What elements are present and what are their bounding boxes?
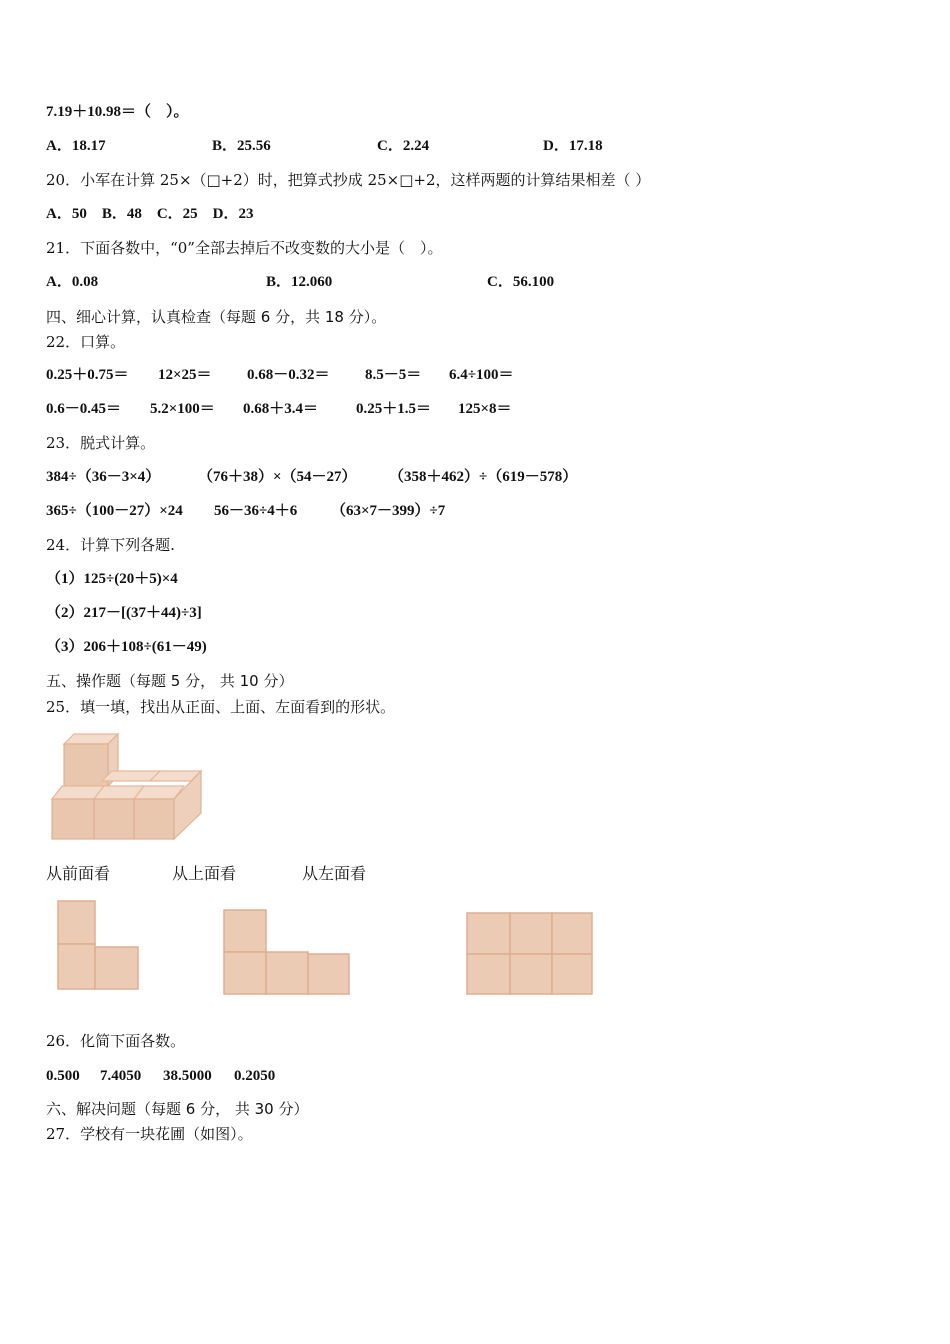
q26-number: 7.4050 (100, 1068, 142, 1084)
q21-option-c: C．56.100 (487, 274, 555, 290)
question-22-stem: 22．口算。 (46, 333, 126, 351)
q23-item: （76＋38）×（54－27） (198, 469, 357, 485)
q22-item: 0.25＋1.5＝ (356, 401, 432, 417)
question-19-stem: 7.19＋10.98＝（ ）。 (46, 104, 189, 120)
view-shape-2 (218, 904, 358, 1000)
q23-item: 365÷（100－27）×24 (46, 503, 183, 519)
q24-item-3: （3）206＋108÷(61－49) (46, 639, 207, 655)
q22-item: 5.2×100＝ (150, 401, 215, 417)
section-5-heading: 五、操作题（每题 5 分， 共 10 分） (46, 672, 294, 690)
q23-item: 56－36÷4＋6 (214, 503, 298, 519)
label-front-view: 从前面看 (46, 864, 111, 883)
q23-item: （63×7－399）÷7 (331, 503, 446, 519)
q19-option-c: C．2.24 (377, 138, 430, 154)
q26-number: 38.5000 (163, 1068, 212, 1084)
q26-number: 0.2050 (234, 1068, 276, 1084)
question-23-stem: 23．脱式计算。 (46, 434, 156, 452)
question-21-stem: 21．下面各数中，“0”全部去掉后不改变数的大小是（ ）。 (46, 239, 443, 257)
q21-option-a: A．0.08 (46, 274, 99, 290)
question-26-stem: 26．化简下面各数。 (46, 1032, 186, 1050)
section-4-heading: 四、细心计算，认真检查（每题 6 分，共 18 分）。 (46, 308, 387, 326)
q22-item: 0.68－0.32＝ (247, 367, 330, 383)
q22-item: 8.5－5＝ (365, 367, 422, 383)
q21-option-b: B．12.060 (266, 274, 333, 290)
cube-stack-figure (46, 728, 206, 844)
question-27-stem: 27．学校有一块花圃（如图）。 (46, 1125, 253, 1143)
q22-item: 0.6－0.45＝ (46, 401, 122, 417)
section-6-heading: 六、解决问题（每题 6 分， 共 30 分） (46, 1100, 309, 1118)
q23-item: （358＋462）÷（619－578） (389, 469, 578, 485)
q23-item: 384÷（36－3×4） (46, 469, 161, 485)
q22-item: 12×25＝ (158, 367, 212, 383)
q24-item-1: （1）125÷(20＋5)×4 (46, 571, 178, 587)
question-20-stem: 20．小军在计算 25×（□+2）时，把算式抄成 25×□+2，这样两题的计算结果相差（ ） (46, 171, 651, 189)
label-left-view: 从左面看 (302, 864, 367, 883)
view-shape-1 (50, 896, 146, 996)
q24-item-2: （2）217－[(37＋44)÷3] (46, 605, 202, 621)
question-24-stem: 24．计算下列各题. (46, 536, 175, 554)
q19-option-a: A．18.17 (46, 138, 106, 154)
q26-number: 0.500 (46, 1068, 80, 1084)
q22-item: 0.25＋0.75＝ (46, 367, 129, 383)
q19-option-d: D．17.18 (543, 138, 603, 154)
q22-item: 125×8＝ (458, 401, 512, 417)
label-top-view: 从上面看 (172, 864, 237, 883)
question-25-stem: 25．填一填，找出从正面、上面、左面看到的形状。 (46, 698, 396, 716)
q22-item: 0.68＋3.4＝ (243, 401, 319, 417)
q22-item: 6.4÷100＝ (449, 367, 514, 383)
q20-options: A．50 B．48 C．25 D．23 (46, 206, 254, 222)
view-shape-3 (462, 908, 602, 1000)
q19-option-b: B．25.56 (212, 138, 271, 154)
